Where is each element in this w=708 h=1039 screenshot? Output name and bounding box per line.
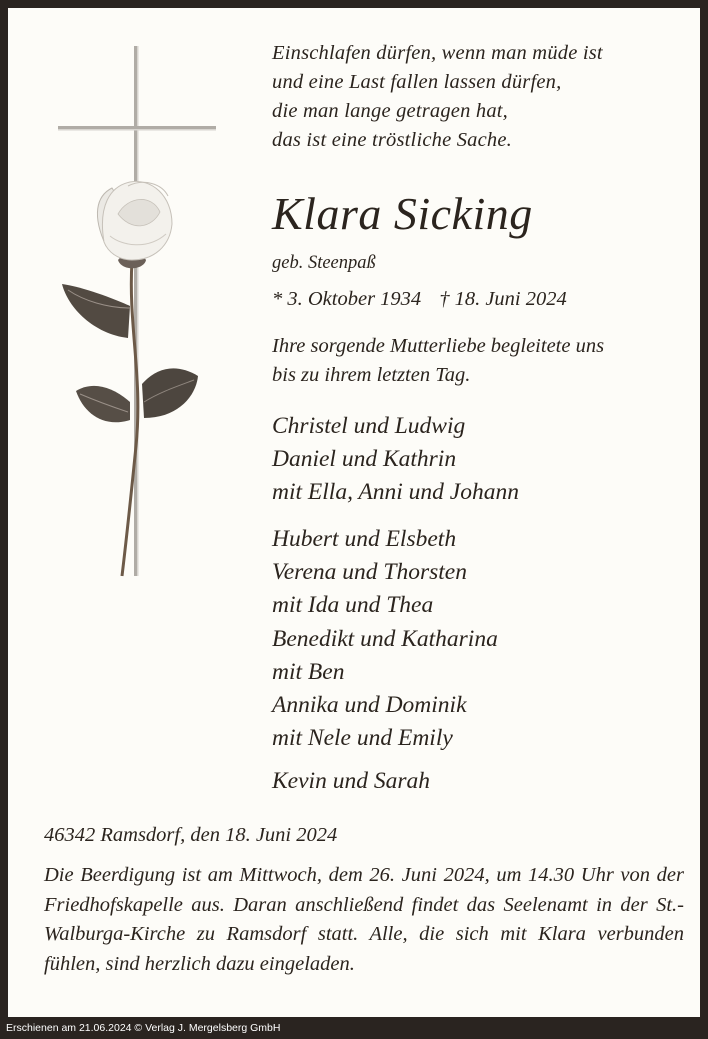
poem (272, 39, 603, 155)
obituary-notice (8, 8, 700, 1017)
family-line: mit Nele und Emily (272, 725, 453, 752)
poem-line: Einschlafen dürfen, wenn man müde ist (272, 42, 603, 64)
death-date: † 18. Juni 2024 (439, 288, 567, 310)
tribute-line: Ihre sorgende Mutterliebe begleitete uns (272, 335, 605, 357)
family-line: mit Ida und Thea (272, 592, 434, 619)
family-line: Annika und Dominik (272, 692, 467, 719)
birth-name: geb. Steenpaß (272, 253, 376, 273)
family-group-1 (272, 410, 519, 510)
rose-icon (62, 181, 198, 576)
tribute-line: bis zu ihrem letzten Tag. (272, 364, 471, 386)
funeral-announcement: Die Beerdigung ist am Mittwoch, dem 26. Juni 2024, um 14.30 Uhr von der Friedhofskapelle aus. Daran anschließend findet das Seelenamt in der St.-Walburga-Kirche zu Ramsdorf statt. Alle, die sich mit Klara verbunden fühlen, sind herzlich dazu eingeladen. (44, 864, 684, 975)
family-line: Daniel und Kathrin (272, 446, 457, 473)
family-line: mit Ben (272, 658, 345, 685)
life-dates (272, 284, 567, 314)
family-line: Kevin und Sarah (272, 768, 430, 794)
family-line: Verena und Thorsten (272, 559, 467, 586)
place-date: 46342 Ramsdorf, den 18. Juni 2024 (44, 824, 338, 846)
family-group-2 (272, 523, 498, 755)
tribute (272, 332, 604, 390)
poem-line: und eine Last fallen lassen dürfen, (272, 71, 562, 93)
poem-line: die man lange getragen hat, (272, 100, 508, 122)
rose-with-cross-image (48, 46, 248, 586)
birth-date: * 3. Oktober 1934 (272, 288, 422, 310)
family-line: Hubert und Elsbeth (272, 526, 457, 552)
family-line: mit Ella, Anni und Johann (272, 479, 519, 506)
family-line: Christel und Ludwig (272, 413, 466, 439)
deceased-name: Klara Sicking (272, 188, 533, 239)
family-group-3 (272, 765, 430, 798)
poem-line: das ist eine tröstliche Sache. (272, 129, 512, 151)
family-line: Benedikt und Katharina (272, 625, 498, 652)
publication-footer: Erschienen am 21.06.2024 © Verlag J. Mergelsberg GmbH (0, 1017, 708, 1039)
